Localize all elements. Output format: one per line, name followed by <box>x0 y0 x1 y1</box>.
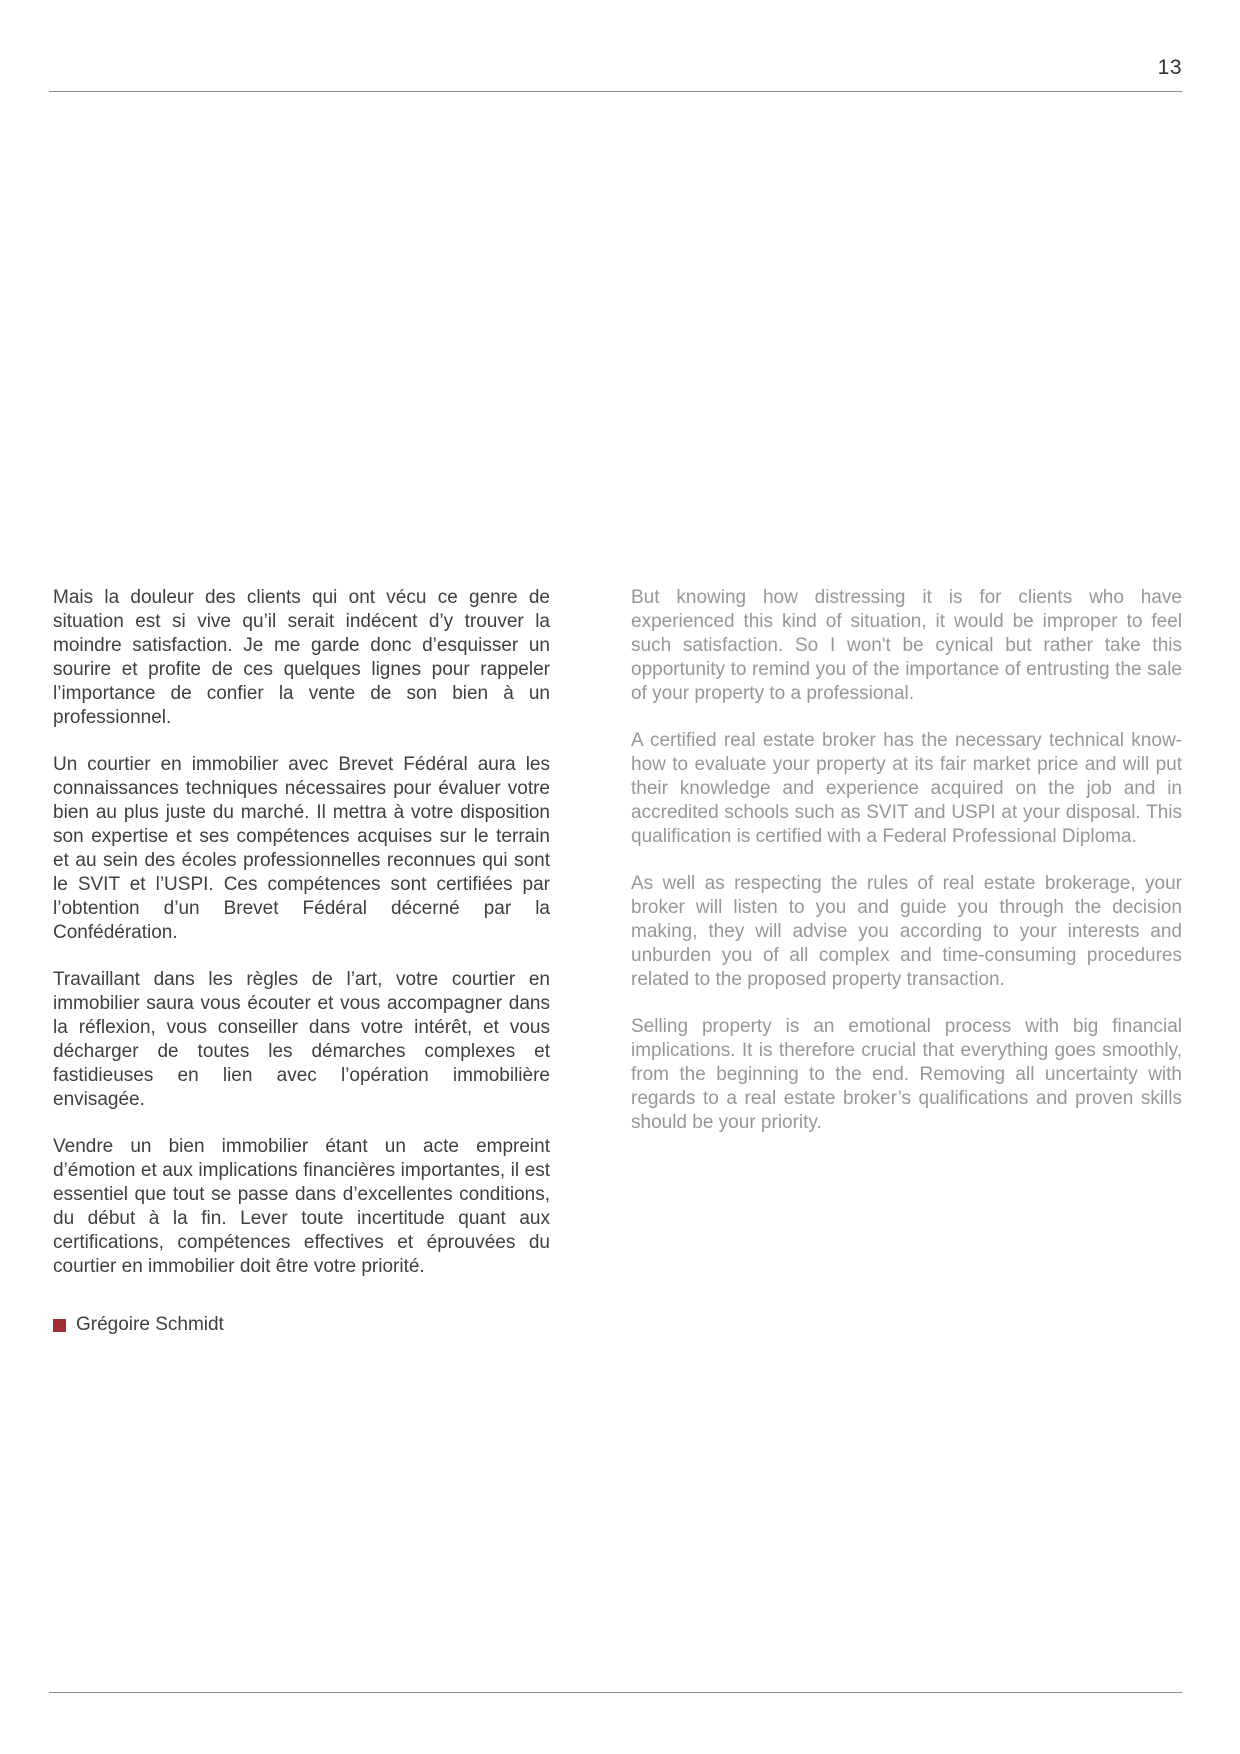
author-name: Grégoire Schmidt <box>76 1314 224 1335</box>
red-square-bullet-icon <box>53 1319 66 1332</box>
french-paragraph: Vendre un bien immobilier étant un acte empreint d’émotion et aux implications financières importantes, il est essentiel que tout se passe dans d’excellentes conditions, du début à la fin. Lever toute incertitude quant aux certifications, compétences effectives et éprouvées du courtier en immobilier doit être votre priorité. <box>53 1136 550 1277</box>
top-divider <box>49 91 1182 92</box>
english-paragraph: As well as respecting the rules of real estate brokerage, your broker will listen to you and guide you through the decision making, they will advise you according to your interests and unburden you of all complex and time-consuming procedures related to the proposed property transaction. <box>631 873 1182 990</box>
french-paragraph: Un courtier en immobilier avec Brevet Fédéral aura les connaissances techniques nécessaires pour évaluer votre bien au plus juste du marché. Il mettra à votre disposition son expertise et ses compétences acquises sur le terrain et au sein des écoles professionnelles reconnues qui sont le SVIT et l’USPI. Ces compétences sont certifiées par l’obtention d’un Brevet Fédéral décerné par la Confédération. <box>53 754 550 943</box>
bottom-divider <box>49 1692 1182 1693</box>
french-paragraph: Travaillant dans les règles de l’art, votre courtier en immobilier saura vous écouter et vous accompagner dans la réflexion, vous conseiller dans votre intérêt, et vous décharger de toutes les démarches complexes et fastidieuses en lien avec l’opération immobilière envisagée. <box>53 969 550 1110</box>
english-paragraph: A certified real estate broker has the necessary technical know-how to evaluate your property at its fair market price and will put their knowledge and experience acquired on the job and in accredited schools such as SVIT and USPI at your disposal. This qualification is certified with a Federal Professional Diploma. <box>631 730 1182 847</box>
english-column <box>631 586 1182 1337</box>
author-signature <box>53 1313 550 1337</box>
english-paragraph: But knowing how distressing it is for clients who have experienced this kind of situation, it would be improper to feel such satisfaction. So I won't be cynical but rather take this opportunity to remind you of the importance of entrusting the sale of your property to a professional. <box>631 587 1182 704</box>
french-column <box>53 586 550 1337</box>
page-number: 13 <box>1157 56 1182 79</box>
english-paragraph: Selling property is an emotional process with big financial implications. It is therefore crucial that everything goes smoothly, from the beginning to the end. Removing all uncertainty with regards to a real estate broker’s qualifications and proven skills should be your priority. <box>631 1016 1182 1133</box>
french-paragraph: Mais la douleur des clients qui ont vécu ce genre de situation est si vive qu’il serait indécent d’y trouver la moindre satisfaction. Je me garde donc d’esquisser un sourire et profite de ces quelques lignes pour rappeler l’importance de confier la vente de son bien à un professionnel. <box>53 587 550 728</box>
article-content <box>53 586 1182 1337</box>
